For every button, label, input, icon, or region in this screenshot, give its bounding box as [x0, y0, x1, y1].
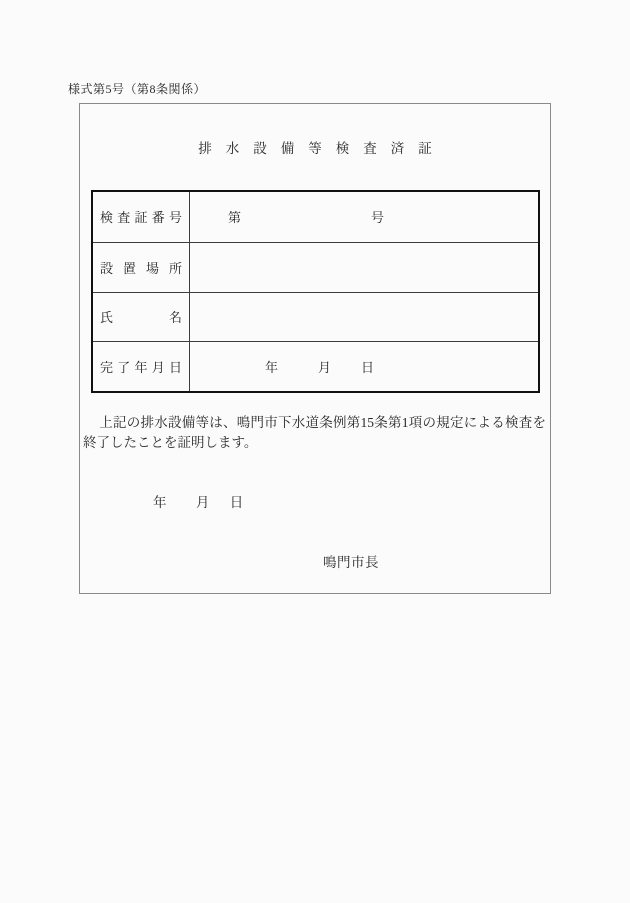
form-number-label: 様式第5号（第8条関係）	[68, 82, 207, 96]
certificate-table	[91, 190, 540, 393]
completion-date-month: 月	[318, 360, 332, 376]
completion-date-day: 日	[361, 360, 375, 376]
certificate-number-suffix: 号	[371, 210, 385, 226]
signer-name: 鳴門市長	[323, 555, 379, 570]
issue-date-day: 日	[229, 495, 244, 510]
certificate-number-prefix: 第	[228, 210, 242, 226]
completion-date-value-cell	[190, 342, 538, 391]
certificate-title: 排水設備等検査済証	[198, 141, 446, 156]
certificate-border-box	[79, 103, 551, 594]
issue-date-year: 年	[153, 495, 167, 510]
name-label: 氏 名	[93, 293, 190, 342]
name-value-cell	[190, 293, 538, 342]
certificate-number-value-cell	[190, 192, 538, 242]
certification-statement: 上記の排水設備等は、鳴門市下水道条例第15条第1項の規定による検査を終了したことを証明します。	[83, 415, 546, 450]
installation-location-value-cell	[190, 243, 538, 292]
issue-date-line	[153, 491, 243, 511]
table-row-installation-location	[93, 242, 538, 292]
certificate-number-label: 検 査 証 番 号	[93, 192, 190, 242]
table-row-name	[93, 292, 538, 342]
issue-date-month: 月	[195, 495, 210, 510]
completion-date-year: 年	[265, 360, 279, 376]
table-row-completion-date	[93, 341, 538, 391]
installation-location-label: 設 置 場 所	[93, 243, 190, 292]
table-row-certificate-number	[93, 192, 538, 242]
completion-date-label: 完 了 年 月 日	[93, 342, 190, 391]
